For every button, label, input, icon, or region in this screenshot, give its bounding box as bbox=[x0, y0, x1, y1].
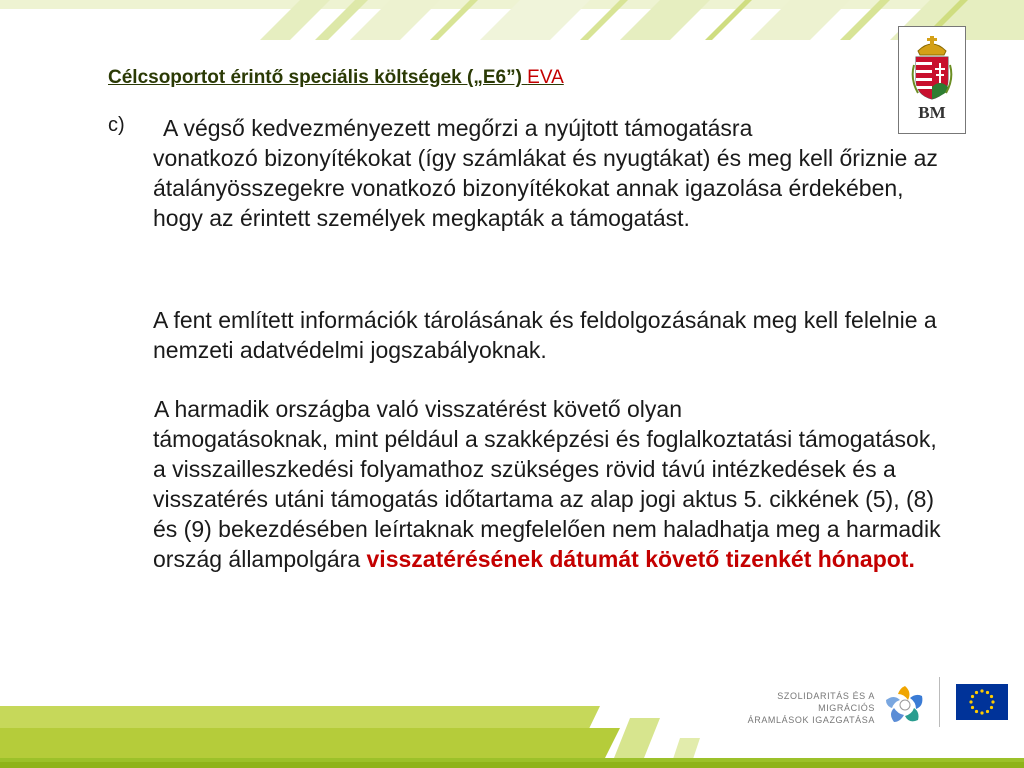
top-stripe-decoration bbox=[0, 0, 1024, 40]
paragraph-3-body: támogatásoknak, mint például a szakképzési és foglalkoztatási támogatások, a visszailleszkedési folyamathoz szükséges rövid távú intézkedések és a visszatérés utáni támogatás időtartama az alap jogi aktus 5. cikkének (5), (8) és (9) bekezdésében leírtaknak megfelelően nem haladhatja meg a harmadik ország állampolgára bbox=[153, 426, 941, 572]
ministry-logo-label: BM bbox=[918, 103, 946, 122]
paragraph-1-first-line: A végső kedvezményezett megőrzi a nyújtott támogatásra bbox=[163, 115, 753, 141]
eu-flag-icon bbox=[956, 684, 1008, 720]
paragraph-3-highlight: visszatérésének dátumát követő tizenkét hónapot. bbox=[366, 546, 915, 572]
page-title: Célcsoportot érintő speciális költségek („E6”) EVA bbox=[108, 67, 564, 88]
paragraph-1 bbox=[153, 113, 943, 233]
paragraph-2: A fent említett információk tárolásának és feldolgozásának meg kell felelnie a nemzeti adatvédelmi jogszabályoknak. bbox=[153, 307, 937, 363]
footer-divider bbox=[939, 677, 940, 727]
org-name-line-2: ÁRAMLÁSOK IGAZGATÁSA bbox=[747, 715, 875, 725]
org-name bbox=[730, 690, 875, 726]
paragraph-1-body: vonatkozó bizonyítékokat (így számlákat és nyugtákat) és meg kell őriznie az átalányösszegekre vonatkozó bizonyítékokat annak igazolása érdekében, hogy az érintett személyek megkapták a támogatást. bbox=[153, 145, 938, 231]
title-accent: EVA bbox=[527, 67, 564, 88]
paragraph-3-first-line: A harmadik országba való visszatérést követő olyan bbox=[154, 396, 682, 422]
paragraph-3 bbox=[153, 394, 943, 574]
list-marker: c) bbox=[108, 114, 125, 136]
hungarian-coat-of-arms-icon bbox=[910, 35, 954, 101]
org-name-line-1: SZOLIDARITÁS ÉS A MIGRÁCIÓS bbox=[777, 691, 875, 713]
migration-fund-logo-icon bbox=[878, 682, 932, 728]
